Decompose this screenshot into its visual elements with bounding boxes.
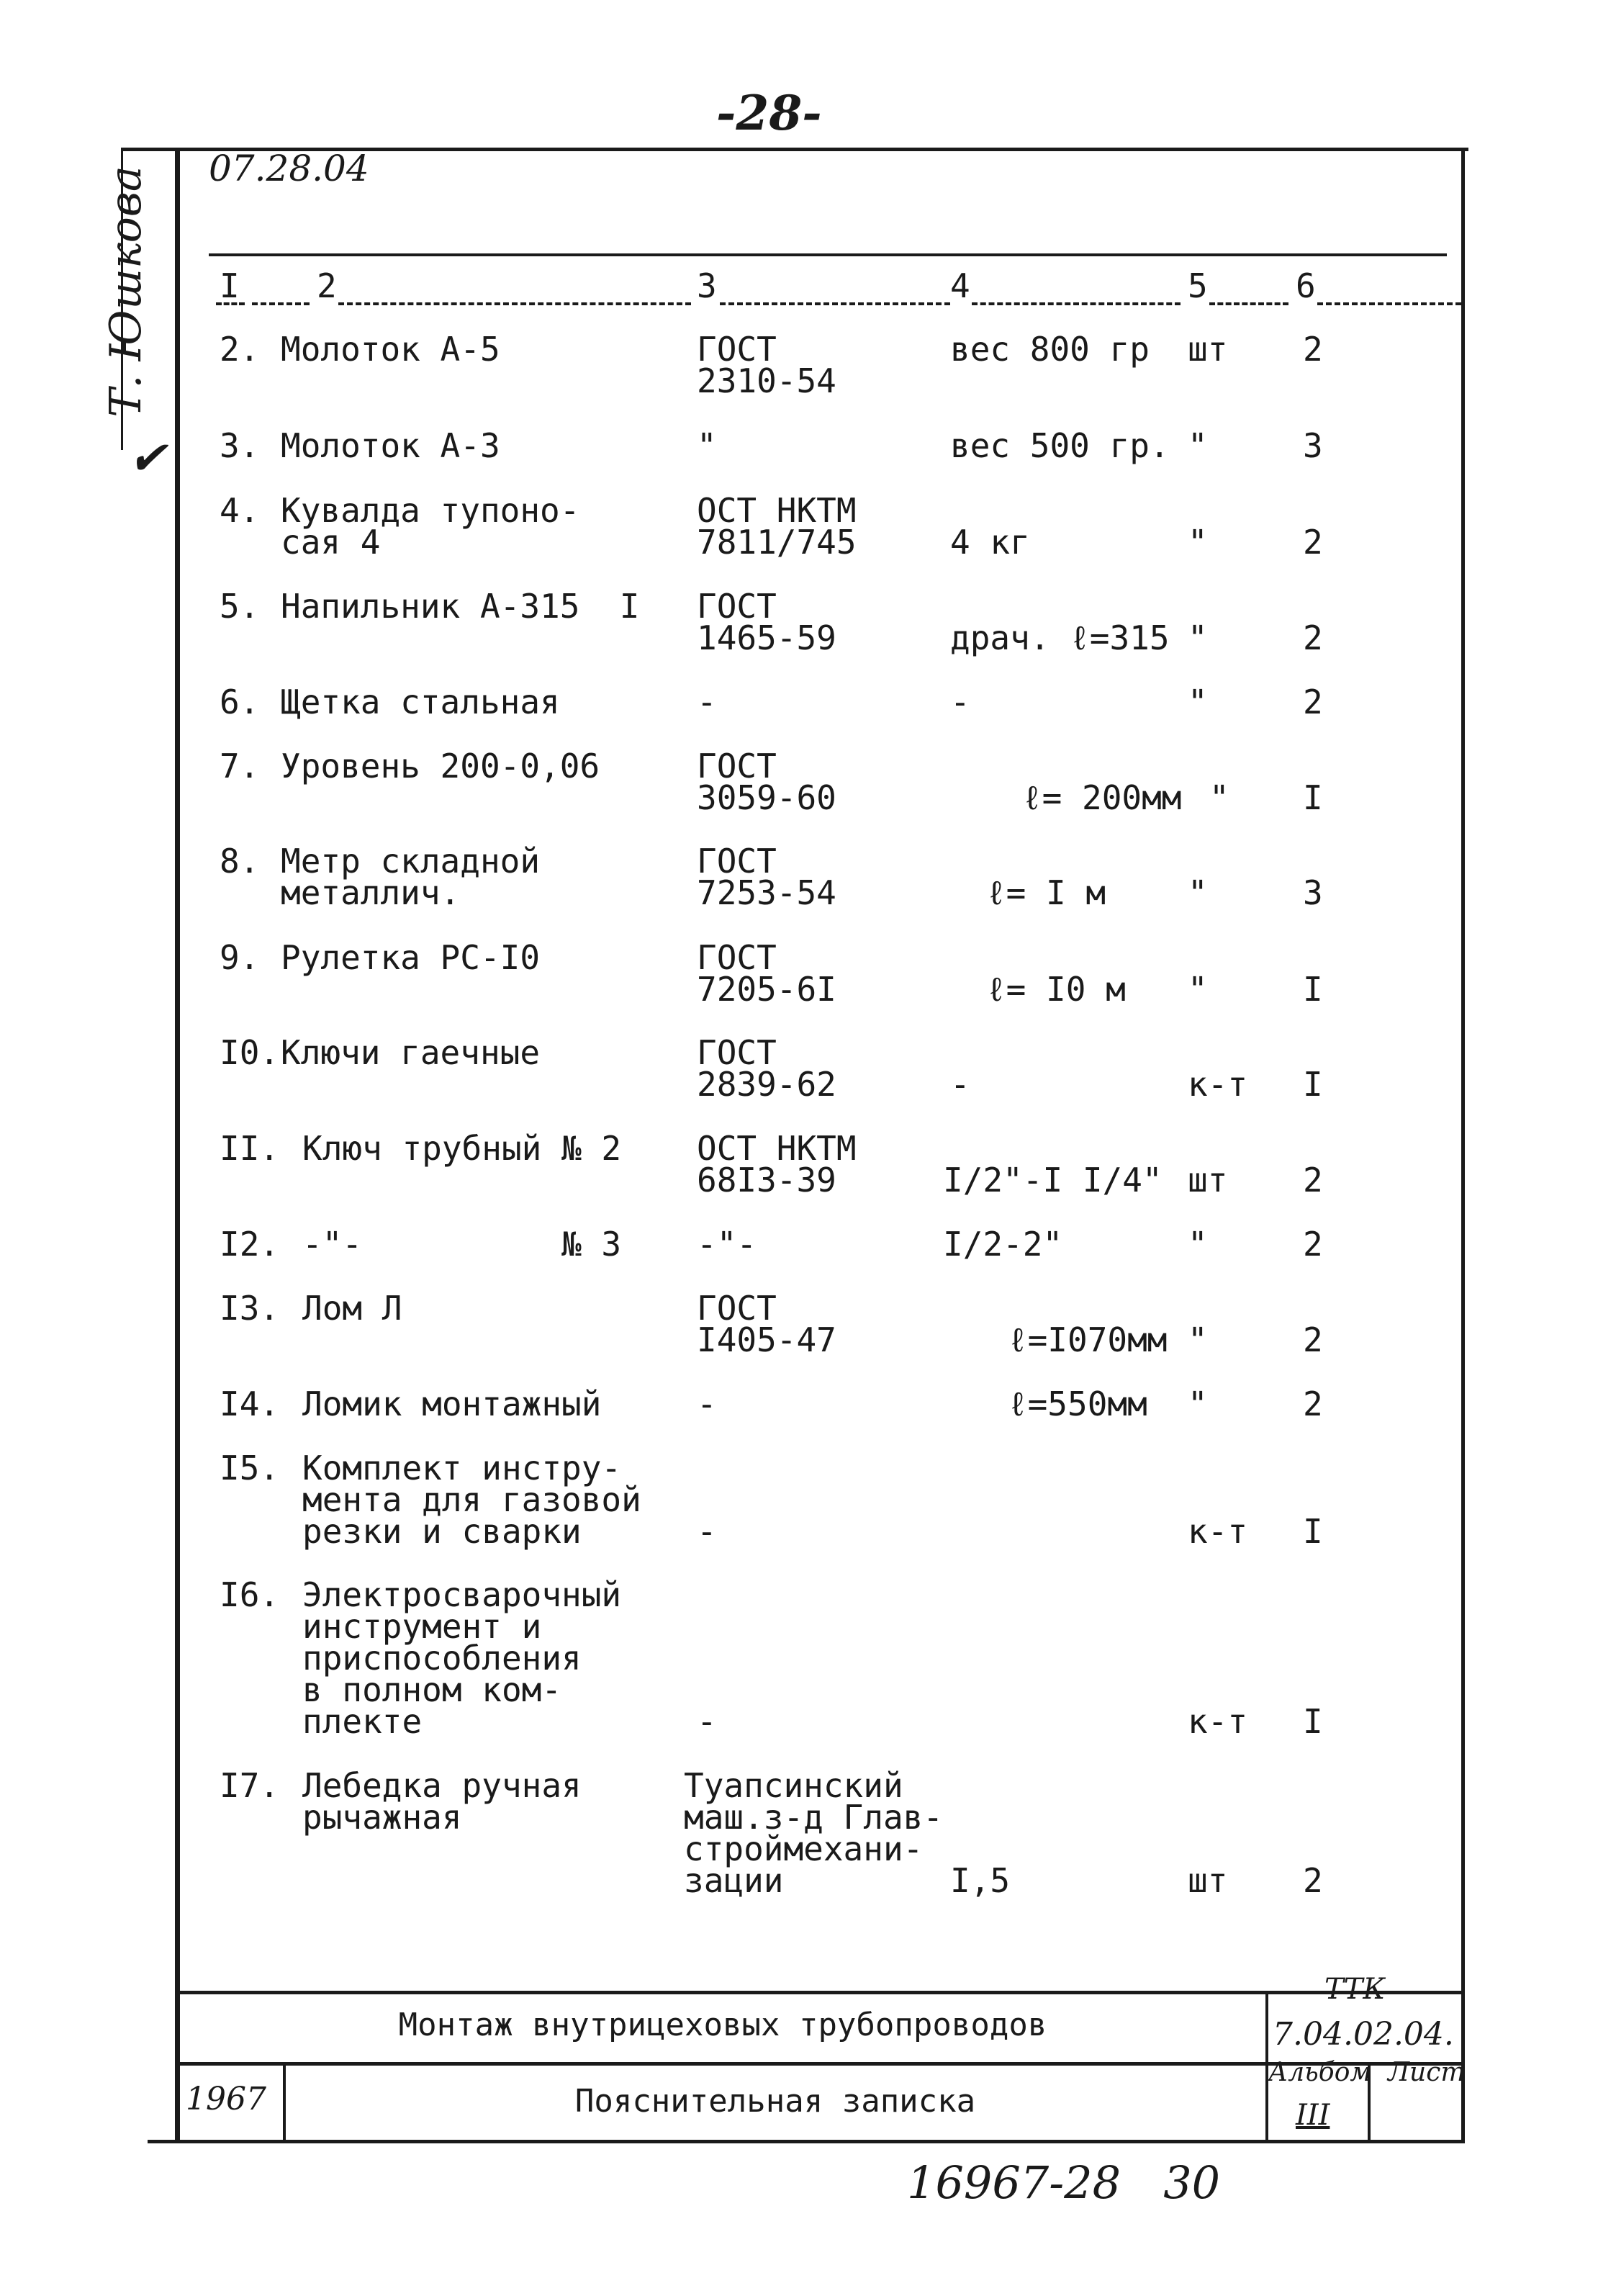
document-title: Монтаж внутрицеховых трубопроводов <box>398 2007 1047 2043</box>
row-number: I6. <box>220 1575 280 1614</box>
row-number: I2. <box>220 1225 280 1264</box>
row-number: 5. <box>220 587 260 626</box>
frame-right-line <box>1461 148 1465 2142</box>
item-name: Комплект инстру- мента для газовой резки и сварки <box>302 1449 641 1551</box>
column-header-5: 5 <box>1188 266 1208 305</box>
item-unit: шт <box>1188 330 1228 369</box>
item-standard: ГОСТ 2310-54 <box>697 330 836 400</box>
item-name: Рулетка РС-I0 <box>281 938 541 977</box>
item-unit: " <box>1188 683 1208 721</box>
item-name: Напильник А-315 I <box>281 587 640 626</box>
item-spec: вес 500 гр. <box>950 426 1170 465</box>
item-standard: -"- <box>697 1225 757 1264</box>
row-number: 8. <box>220 842 260 881</box>
item-spec: 4 кг <box>950 523 1030 562</box>
item-standard: ГОСТ 7205-6I <box>697 938 836 1009</box>
column-header-3: 3 <box>697 266 717 305</box>
item-standard: - <box>697 683 717 721</box>
item-spec: I,5 <box>950 1861 1011 1900</box>
album-value: III <box>1296 2099 1330 2132</box>
item-qty: I <box>1303 778 1323 817</box>
item-unit: " <box>1188 873 1208 912</box>
column-header-2: 2 <box>317 266 337 305</box>
ttk-code: 7.04.02.04. <box>1273 2016 1454 2053</box>
item-name: Электросварочный инструмент и приспособления в полном ком- плекте <box>302 1575 622 1741</box>
row-number: 9. <box>220 938 260 977</box>
item-unit: к-т <box>1188 1065 1248 1104</box>
header-dash <box>338 302 691 305</box>
item-standard: ГОСТ 1465-59 <box>697 587 836 657</box>
item-name: Метр складной металлич. <box>281 842 541 912</box>
item-qty: 2 <box>1303 1161 1323 1199</box>
item-qty: 2 <box>1303 1385 1323 1423</box>
row-number: 7. <box>220 747 260 785</box>
item-unit: " <box>1188 1385 1208 1423</box>
item-unit: " <box>1188 970 1208 1009</box>
titleblock-top-line <box>175 1991 1465 1994</box>
item-standard: ГОСТ 2839-62 <box>697 1033 836 1104</box>
ttk-label: ТТК <box>1324 1973 1386 2006</box>
margin-check-mark: ✔ <box>128 432 167 485</box>
item-spec: ℓ=I070мм <box>1008 1320 1168 1359</box>
item-standard: - <box>697 1512 717 1551</box>
item-standard: ОСТ НКТМ 68I3-39 <box>697 1129 857 1199</box>
item-spec: ℓ=550мм <box>1008 1385 1147 1423</box>
header-dash <box>720 302 950 305</box>
row-number: II. <box>220 1129 280 1168</box>
row-number: I4. <box>220 1385 280 1423</box>
item-qty: 2 <box>1303 683 1323 721</box>
item-name: Ключи гаечные <box>281 1033 541 1072</box>
item-name: -"- № 3 <box>302 1225 622 1264</box>
item-qty: 2 <box>1303 618 1323 657</box>
row-number: I0. <box>220 1033 280 1072</box>
album-label: Альбом <box>1268 2058 1372 2087</box>
item-standard: ГОСТ 7253-54 <box>697 842 836 912</box>
item-name: Молоток А-3 <box>281 426 500 465</box>
item-name: Лом Л <box>302 1289 402 1328</box>
item-unit: " <box>1209 778 1229 817</box>
item-spec: ℓ= I0 м <box>986 970 1126 1009</box>
item-spec: ℓ= 200мм <box>1022 778 1182 817</box>
item-spec: ℓ= I м <box>986 873 1106 912</box>
row-number: I7. <box>220 1766 280 1805</box>
item-name: Ключ трубный № 2 <box>302 1129 622 1168</box>
page-number: -28- <box>716 85 822 141</box>
item-spec: вес 800 гр <box>950 330 1150 369</box>
item-spec: - <box>950 683 970 721</box>
header-dash <box>1317 302 1461 305</box>
document-code: 07.28.04 <box>209 148 369 189</box>
item-unit: шт <box>1188 1861 1228 1900</box>
item-unit: " <box>1188 426 1208 465</box>
year: 1967 <box>186 2081 266 2117</box>
item-standard: ГОСТ I405-47 <box>697 1289 836 1359</box>
item-unit: " <box>1188 618 1208 657</box>
row-number: I3. <box>220 1289 280 1328</box>
item-spec: драч. ℓ=315 <box>950 618 1170 657</box>
frame-left-thick <box>175 148 180 2142</box>
footer-note: 16967-28 30 <box>907 2156 1221 2209</box>
item-standard: Туапсинский маш.з-д Глав- строймехани- зации <box>684 1766 944 1900</box>
row-number: I5. <box>220 1449 280 1487</box>
item-spec: - <box>950 1065 970 1104</box>
row-number: 4. <box>220 491 260 530</box>
item-standard: ГОСТ 3059-60 <box>697 747 836 817</box>
document-subtitle: Пояснительная записка <box>574 2083 976 2120</box>
item-unit: " <box>1188 1320 1208 1359</box>
item-name: Уровень 200-0,06 <box>281 747 600 785</box>
item-standard: ОСТ НКТМ 7811/745 <box>697 491 857 562</box>
item-qty: I <box>1303 970 1323 1009</box>
item-qty: I <box>1303 1512 1323 1551</box>
item-unit: " <box>1188 1225 1208 1264</box>
column-header-4: 4 <box>950 266 970 305</box>
item-standard: - <box>697 1385 717 1423</box>
item-qty: 2 <box>1303 1861 1323 1900</box>
item-qty: 3 <box>1303 873 1323 912</box>
item-name: Кувалда тупоно- сая 4 <box>281 491 580 562</box>
column-header-6: 6 <box>1296 266 1316 305</box>
item-qty: I <box>1303 1702 1323 1741</box>
item-qty: 2 <box>1303 1320 1323 1359</box>
item-name: Молоток А-5 <box>281 330 500 369</box>
header-dash <box>252 302 310 305</box>
item-name: Ломик монтажный <box>302 1385 602 1423</box>
header-dash <box>1209 302 1288 305</box>
header-dash <box>216 302 245 305</box>
item-name: Щетка стальная <box>281 683 560 721</box>
margin-signature: Т. Юшкова <box>101 166 151 418</box>
item-qty: 2 <box>1303 523 1323 562</box>
item-unit: шт <box>1188 1161 1228 1199</box>
item-qty: 2 <box>1303 1225 1323 1264</box>
item-qty: 3 <box>1303 426 1323 465</box>
column-header-1: I <box>220 266 240 305</box>
row-number: 2. <box>220 330 260 369</box>
item-unit: " <box>1188 523 1208 562</box>
item-qty: I <box>1303 1065 1323 1104</box>
item-spec: I/2-2" <box>943 1225 1063 1264</box>
item-unit: к-т <box>1188 1702 1248 1741</box>
item-qty: 2 <box>1303 330 1323 369</box>
item-spec: I/2"-I I/4" <box>943 1161 1163 1199</box>
row-number: 3. <box>220 426 260 465</box>
item-standard: - <box>697 1702 717 1741</box>
row-number: 6. <box>220 683 260 721</box>
item-name: Лебедка ручная рычажная <box>302 1766 582 1837</box>
header-dash <box>972 302 1181 305</box>
header-rule <box>209 253 1447 256</box>
item-standard: " <box>697 426 717 465</box>
item-unit: к-т <box>1188 1512 1248 1551</box>
sheet-label: Лист <box>1388 2058 1466 2087</box>
